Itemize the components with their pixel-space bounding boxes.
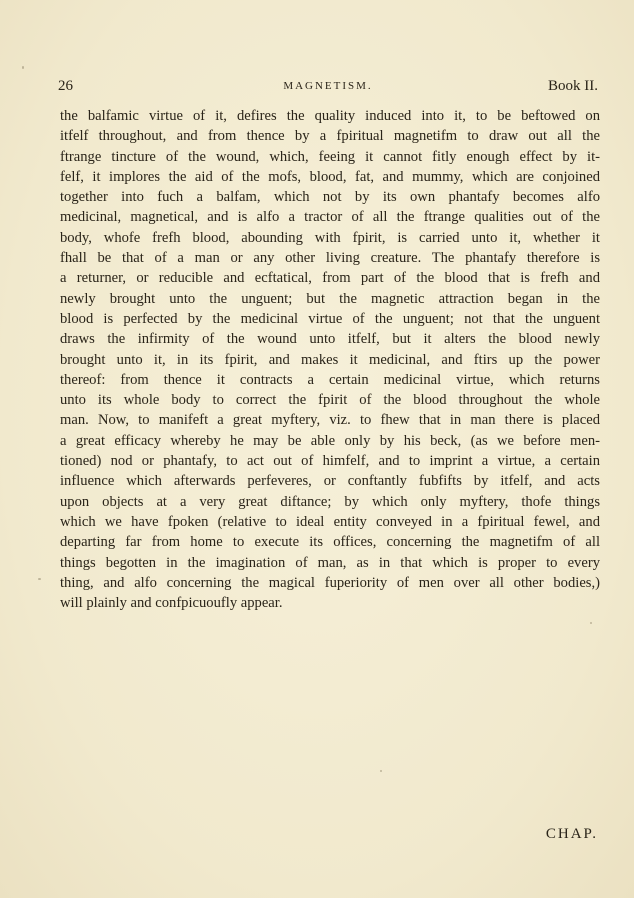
- text-line: medicinal, magnetical, and is alfo a tractor of all the ftrange qualities out of the: [60, 209, 600, 226]
- text-line: brought unto it, in its fpirit, and makes it medicinal, and ftirs up the power: [60, 351, 600, 368]
- paper-speck: [38, 578, 41, 580]
- running-title: MAGNETISM.: [283, 80, 373, 92]
- text-line: itfelf throughout, and from thence by a fpiritual magnetifm to draw out all the: [60, 128, 600, 145]
- paper-speck: [380, 770, 382, 772]
- text-line: will plainly and confpicuoufly appear.: [60, 595, 283, 612]
- text-line: ftrange tincture of the wound, which, feeing it cannot fitly enough effect by it-: [60, 148, 600, 165]
- text-line: thereof: from thence it contracts a certain medicinal virtue, which returns: [60, 371, 600, 388]
- text-line: fhall be that of a man or any other living creature. The phantafy therefore is: [60, 250, 600, 267]
- text-line: felf, it implores the aid of the mofs, blood, fat, and mummy, which are conjoined: [60, 168, 600, 185]
- paper-speck: [22, 66, 24, 69]
- text-line: draws the infirmity of the wound unto itfelf, but it alters the blood newly: [60, 331, 600, 348]
- text-line: things begotten in the imagination of man, as in that which is proper to every: [60, 554, 600, 571]
- text-line: influence which afterwards perfeveres, or conftantly fubfifts by itfelf, and acts: [60, 473, 600, 490]
- page-number: 26: [58, 78, 73, 94]
- body-text: [60, 106, 600, 613]
- text-line: blood is perfected by the medicinal virtue of the unguent; not that the unguent: [60, 310, 600, 327]
- text-line: man. Now, to manifeft a great myftery, viz. to fhew that in man there is placed: [60, 412, 600, 429]
- text-line: upon objects at a very great diftance; by which only myftery, thofe things: [60, 493, 600, 510]
- text-line: tioned) nod or phantafy, to act out of himfelf, and to imprint a virtue, a certain: [60, 453, 600, 470]
- text-line: body, whofe frefh blood, abounding with fpirit, is carried unto it, whether it: [60, 229, 600, 246]
- text-line: the balfamic virtue of it, defires the quality induced into it, to be beftowed on: [60, 108, 600, 124]
- catchword: CHAP.: [545, 826, 598, 842]
- text-line: newly brought unto the unguent; but the magnetic attraction began in the: [60, 290, 600, 307]
- text-line: which we have fpoken (relative to ideal entity conveyed in a fpiritual fewel, and: [60, 513, 600, 530]
- text-line: a returner, or reducible and ecftatical, from part of the blood that is frefh and: [60, 270, 600, 287]
- text-line: unto its whole body to correct the fpirit of the blood throughout the whole: [60, 392, 600, 409]
- text-line: departing far from home to execute its offices, concerning the magnetifm of all: [60, 534, 600, 551]
- paper-speck: [590, 622, 592, 624]
- running-head: [58, 78, 598, 98]
- text-line: a great efficacy whereby he may be able only by his beck, (as we before men-: [60, 432, 600, 449]
- text-line: thing, and alfo concerning the magical fuperiority of men over all other bodies,): [60, 574, 600, 591]
- text-line: together into fuch a balfam, which not by its own phantafy becomes alfo: [60, 189, 600, 206]
- book-reference: Book II.: [548, 78, 598, 94]
